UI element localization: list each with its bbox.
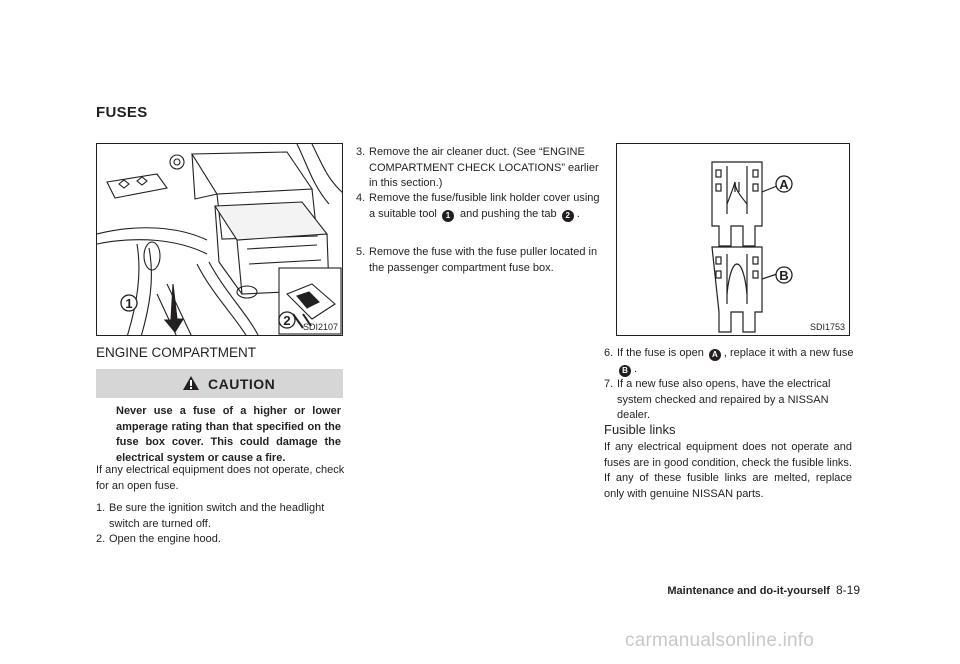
engine-compartment-figure	[96, 143, 343, 336]
step-number: 3.	[356, 146, 366, 158]
step-text: If a new fuse also opens, have the electrical system checked and repaired by a NISSAN dealer.	[617, 378, 831, 421]
caution-text: Never use a fuse of a higher or lower amperage rating than that specified on the fuse box cover. This could damage the electrical system or cause a fire.	[116, 405, 341, 464]
callout-a	[776, 176, 792, 192]
fusible-links-paragraph: If any electrical equipment does not operate and fuses are in good condition, check the fusible links. If any of these fusible links are melted, replace only with genuine NISSAN parts.	[604, 441, 852, 500]
step-2	[96, 532, 348, 548]
section-title: FUSES	[96, 104, 148, 121]
step-number: 1.	[96, 502, 106, 514]
step-text	[604, 346, 854, 377]
fusible-links-heading: Fusible links	[604, 422, 676, 437]
step-4	[356, 191, 604, 222]
step-text: Be sure the ignition switch and the headlight switch are turned off.	[109, 502, 325, 530]
caution-box	[96, 369, 343, 466]
step-6-text-b: , replace it with a new fuse	[723, 347, 854, 359]
callout-2-label: 2	[283, 313, 291, 328]
step-text: Remove the fuse with the fuse puller located in the passenger compartment fuse box.	[369, 246, 598, 274]
callout-b	[776, 267, 792, 283]
figure-code-left: SDI2107	[302, 322, 338, 332]
caution-bar	[96, 369, 343, 398]
intro-paragraph: If any electrical equipment does not operate, check for an open fuse.	[96, 464, 345, 492]
fuse-figure	[616, 143, 850, 336]
watermark: carmanualsonline.info	[625, 630, 815, 651]
step-text: Remove the air cleaner duct. (See “ENGINE COMPARTMENT CHECK LOCATIONS” earlier in this section.)	[369, 146, 599, 189]
step-4-end: .	[576, 207, 580, 220]
step-text: Open the engine hood.	[109, 533, 221, 545]
callout-b-label: B	[779, 268, 789, 283]
callout-a-label: A	[779, 177, 789, 192]
step-5	[356, 245, 604, 276]
step-4-text-a: Remove the fuse/fusible link holder cover using a suitable tool	[369, 192, 600, 220]
step-text	[356, 191, 604, 222]
ref-a-icon: A	[709, 349, 721, 361]
ref-1-icon: 1	[442, 210, 454, 222]
step-number: 5.	[356, 246, 366, 258]
step-number: 2.	[96, 533, 106, 545]
step-6-end: .	[634, 362, 638, 375]
engine-compartment-drawing	[97, 144, 343, 336]
warning-triangle-icon	[182, 375, 200, 391]
step-6	[604, 346, 854, 377]
ref-2-icon: 2	[562, 210, 574, 222]
ref-b-icon: B	[619, 365, 631, 377]
callout-2	[279, 312, 295, 328]
callout-1-label: 1	[125, 296, 133, 311]
step-number: 7.	[604, 378, 614, 390]
page-number: 8-19	[835, 583, 860, 597]
step-1	[96, 501, 348, 532]
step-7	[604, 377, 854, 424]
step-number: 6.	[604, 347, 614, 359]
step-3	[356, 145, 604, 192]
step-4-text-b: and pushing the tab	[460, 207, 557, 220]
fuse-drawing	[617, 144, 850, 336]
figure-code-right: SDI1753	[809, 322, 845, 332]
step-6-text-a: If the fuse is open	[617, 347, 704, 359]
page-footer	[667, 583, 860, 597]
caution-title: CAUTION	[208, 376, 276, 392]
step-number: 4.	[356, 192, 366, 204]
engine-compartment-heading: ENGINE COMPARTMENT	[96, 345, 257, 360]
callout-1	[121, 295, 137, 311]
footer-title: Maintenance and do-it-yourself	[667, 585, 830, 597]
